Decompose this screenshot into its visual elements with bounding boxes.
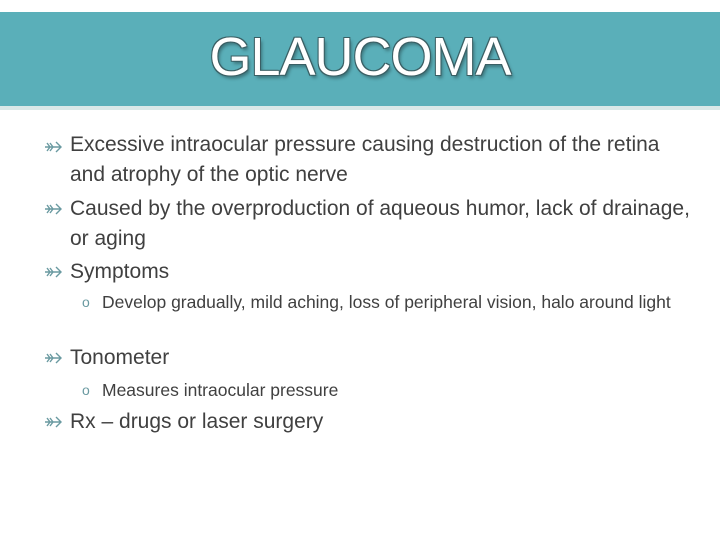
bullet-item: Rx – drugs or laser surgery [70, 410, 324, 433]
sub-bullet-item: Measures intraocular pressure [102, 380, 339, 400]
bullet-item: Excessive intraocular pressure causing destruction of the retina and atrophy of the optic nerve [70, 133, 660, 186]
bullet-item: Tonometer [70, 346, 170, 369]
feather-arrow-icon [44, 351, 62, 365]
feather-arrow-icon [44, 202, 62, 216]
bullet-item: Caused by the overproduction of aqueous humor, lack of drainage, or aging [70, 197, 690, 250]
sub-bullet-item: Develop gradually, mild aching, loss of peripheral vision, halo around light [102, 292, 671, 312]
feather-arrow-icon [44, 415, 62, 429]
feather-arrow-icon [44, 265, 62, 279]
bullet-item: Symptoms [70, 260, 170, 283]
sub-bullet-marker: o [82, 382, 90, 398]
feather-arrow-icon [44, 140, 62, 154]
slide-title: GLAUCOMA [209, 27, 511, 87]
sub-bullet-marker: o [82, 294, 90, 310]
